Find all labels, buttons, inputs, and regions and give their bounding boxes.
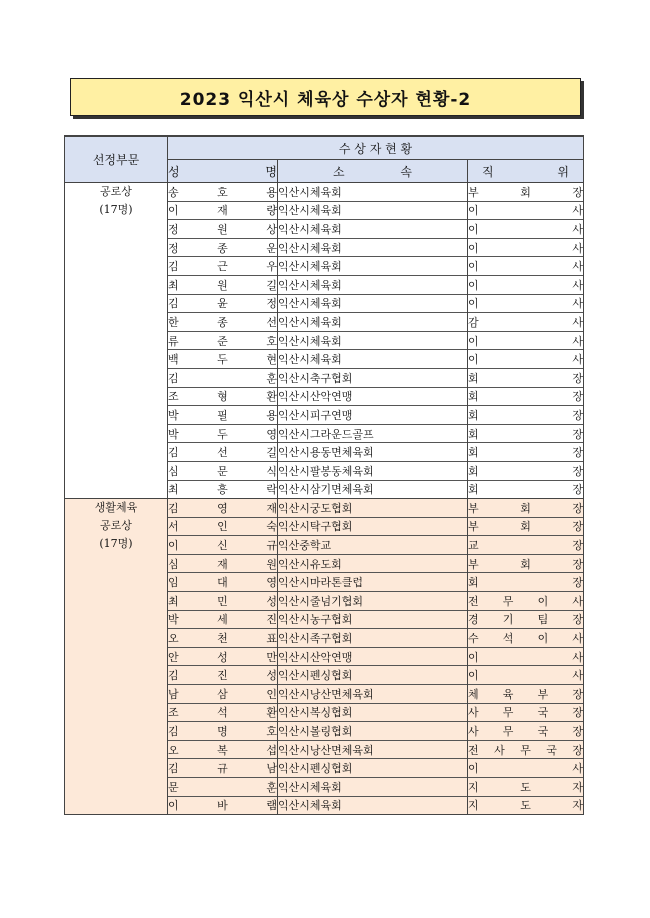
org-cell: 익산시체육회 bbox=[278, 275, 468, 294]
org-cell: 익산시그라운드골프 bbox=[278, 424, 468, 443]
awardee-position: 경 기 팀 장 bbox=[468, 613, 583, 627]
name-cell bbox=[168, 387, 278, 406]
name-cell bbox=[168, 406, 278, 425]
awardee-name: 이 신 규 bbox=[168, 539, 277, 553]
name-cell bbox=[168, 554, 278, 573]
awardee-position: 체 육 부 장 bbox=[468, 687, 583, 701]
header-category-label: 선정부문 bbox=[92, 153, 140, 167]
awardee-position: 부 회 장 bbox=[468, 501, 584, 515]
category-label: (17명) bbox=[99, 203, 133, 216]
awardee-position: 이 사 bbox=[468, 260, 584, 274]
awardee-position: 지 도 자 bbox=[468, 780, 584, 794]
awardee-position: 전 무 이 사 bbox=[468, 594, 583, 608]
org-cell: 익산시산악연맹 bbox=[278, 647, 468, 666]
awardee-name: 오 복 섭 bbox=[168, 743, 277, 757]
position-cell bbox=[468, 201, 584, 220]
position-cell bbox=[468, 238, 584, 257]
name-cell bbox=[168, 573, 278, 592]
org-cell: 익산시펜싱협회 bbox=[278, 666, 468, 685]
header-name-label: 성 명 bbox=[168, 164, 277, 179]
awardee-position: 회 장 bbox=[468, 483, 584, 497]
org-cell: 익산시마라톤클럽 bbox=[278, 573, 468, 592]
awardee-name: 김 진 성 bbox=[168, 669, 277, 683]
org-cell: 익산시축구협회 bbox=[278, 368, 468, 387]
awardee-name: 이 바 램 bbox=[168, 799, 277, 813]
position-cell bbox=[468, 331, 584, 350]
awardee-position: 회 장 bbox=[468, 371, 584, 385]
awardee-name: 최 민 성 bbox=[168, 594, 277, 608]
position-cell bbox=[468, 554, 584, 573]
position-cell bbox=[468, 722, 584, 741]
name-cell bbox=[168, 610, 278, 629]
org-cell: 익산시볼링협회 bbox=[278, 722, 468, 741]
name-cell bbox=[168, 294, 278, 313]
org-cell: 익산시체육회 bbox=[278, 778, 468, 797]
category-label: 생활체육 bbox=[94, 501, 138, 515]
name-cell bbox=[168, 647, 278, 666]
name-cell bbox=[168, 220, 278, 239]
org-cell: 익산시탁구협회 bbox=[278, 517, 468, 536]
awardee-name: 정 종 운 bbox=[168, 241, 277, 255]
awardee-name: 남 삼 인 bbox=[168, 687, 277, 701]
awardee-position: 이 사 bbox=[468, 241, 584, 255]
awardee-name: 김 선 길 bbox=[168, 446, 277, 460]
header-org bbox=[278, 160, 468, 183]
awardee-position: 감 사 bbox=[468, 315, 584, 329]
org-cell: 익산시농구협회 bbox=[278, 610, 468, 629]
table-body bbox=[65, 183, 584, 815]
awardee-position: 회 장 bbox=[468, 390, 584, 404]
name-cell bbox=[168, 275, 278, 294]
awardee-position: 전 사 무 국 장 bbox=[468, 743, 584, 757]
awardee-name: 김 영 재 bbox=[168, 501, 277, 515]
awardee-position: 사 무 국 장 bbox=[468, 706, 583, 720]
org-cell: 익산시궁도협회 bbox=[278, 499, 468, 518]
awardee-name: 심 문 식 bbox=[168, 464, 277, 478]
position-cell bbox=[468, 257, 584, 276]
org-cell: 익산시삼기면체육회 bbox=[278, 480, 468, 499]
awardee-position: 이 사 bbox=[468, 762, 584, 776]
position-cell bbox=[468, 294, 584, 313]
org-cell: 익산시체육회 bbox=[278, 257, 468, 276]
name-cell bbox=[168, 331, 278, 350]
awardee-position: 이 사 bbox=[468, 353, 584, 367]
awardee-position: 사 무 국 장 bbox=[468, 725, 583, 739]
table-row bbox=[65, 183, 584, 202]
awardee-position: 이 사 bbox=[468, 278, 584, 292]
position-cell bbox=[468, 778, 584, 797]
awardee-name: 김 규 남 bbox=[168, 762, 277, 776]
name-cell bbox=[168, 685, 278, 704]
category-cell bbox=[65, 499, 168, 815]
position-cell bbox=[468, 796, 584, 815]
name-cell bbox=[168, 480, 278, 499]
name-cell bbox=[168, 517, 278, 536]
position-cell bbox=[468, 350, 584, 369]
awardee-position: 수 석 이 사 bbox=[468, 632, 583, 646]
position-cell bbox=[468, 461, 584, 480]
position-cell bbox=[468, 443, 584, 462]
name-cell bbox=[168, 424, 278, 443]
awardee-position: 이 사 bbox=[468, 650, 584, 664]
awardee-name: 오 천 표 bbox=[168, 632, 277, 646]
position-cell bbox=[468, 573, 584, 592]
awardee-name: 박 두 영 bbox=[168, 427, 277, 441]
org-cell: 익산시낭산면체육회 bbox=[278, 685, 468, 704]
awardee-name: 김 윤 정 bbox=[168, 297, 277, 311]
awardee-name: 류 준 호 bbox=[168, 334, 277, 348]
org-cell: 익산시산악연맹 bbox=[278, 387, 468, 406]
awardee-name: 심 재 원 bbox=[168, 557, 277, 571]
category-label: 공로상 bbox=[100, 519, 132, 533]
position-cell bbox=[468, 629, 584, 648]
name-cell bbox=[168, 778, 278, 797]
category-label: 공로상 bbox=[100, 185, 132, 198]
org-cell: 익산시체육회 bbox=[278, 796, 468, 815]
page-title-text: 2023 익산시 체육상 수상자 현황-2 bbox=[179, 89, 472, 110]
position-cell bbox=[468, 220, 584, 239]
org-cell: 익산시체육회 bbox=[278, 183, 468, 202]
name-cell bbox=[168, 536, 278, 555]
org-cell: 익산시복싱협회 bbox=[278, 703, 468, 722]
org-cell: 익산시체육회 bbox=[278, 331, 468, 350]
position-cell bbox=[468, 703, 584, 722]
org-cell: 익산시체육회 bbox=[278, 294, 468, 313]
position-cell bbox=[468, 499, 584, 518]
awardee-name: 조 석 환 bbox=[168, 706, 277, 720]
category-label: (17명) bbox=[99, 537, 133, 551]
header-position bbox=[468, 160, 584, 183]
awardee-position: 회 장 bbox=[468, 408, 584, 422]
org-cell: 익산시낭산면체육회 bbox=[278, 740, 468, 759]
awardee-position: 회 장 bbox=[468, 576, 584, 590]
org-cell: 익산시용동면체육회 bbox=[278, 443, 468, 462]
awardee-position: 이 사 bbox=[468, 334, 584, 348]
name-cell bbox=[168, 368, 278, 387]
org-cell: 익산시체육회 bbox=[278, 350, 468, 369]
position-cell bbox=[468, 275, 584, 294]
org-cell: 익산시펜싱협회 bbox=[278, 759, 468, 778]
position-cell bbox=[468, 183, 584, 202]
name-cell bbox=[168, 350, 278, 369]
name-cell bbox=[168, 666, 278, 685]
awardee-position: 부 회 장 bbox=[468, 520, 584, 534]
position-cell bbox=[468, 685, 584, 704]
org-cell: 익산시족구협회 bbox=[278, 629, 468, 648]
name-cell bbox=[168, 759, 278, 778]
org-cell: 익산시팔봉동체육회 bbox=[278, 461, 468, 480]
awardee-position: 부 회 장 bbox=[468, 557, 584, 571]
page-title bbox=[70, 78, 581, 116]
awardee-name: 서 인 숙 bbox=[168, 520, 277, 534]
awardee-name: 정 원 상 bbox=[168, 222, 277, 236]
position-cell bbox=[468, 313, 584, 332]
header-org-label: 소 속 bbox=[333, 164, 412, 179]
awardee-name: 안 성 만 bbox=[168, 650, 277, 664]
header-name bbox=[168, 160, 278, 183]
awardee-position: 회 장 bbox=[468, 446, 584, 460]
name-cell bbox=[168, 592, 278, 611]
awardee-position: 교 장 bbox=[468, 539, 584, 553]
awardee-table bbox=[64, 135, 584, 815]
awardee-name: 조 형 환 bbox=[168, 390, 277, 404]
name-cell bbox=[168, 461, 278, 480]
position-cell bbox=[468, 536, 584, 555]
position-cell bbox=[468, 666, 584, 685]
awardee-name: 한 종 선 bbox=[168, 315, 277, 329]
header-position-label: 직 위 bbox=[482, 164, 570, 179]
awardee-position: 지 도 자 bbox=[468, 799, 584, 813]
awardee-position: 이 사 bbox=[468, 297, 584, 311]
position-cell bbox=[468, 480, 584, 499]
org-cell: 익산시유도회 bbox=[278, 554, 468, 573]
position-cell bbox=[468, 740, 584, 759]
awardee-name: 문 훈 bbox=[168, 780, 277, 794]
awardee-name: 김 훈 bbox=[168, 371, 277, 385]
awardee-name: 김 근 우 bbox=[168, 260, 277, 274]
org-cell: 익산시체육회 bbox=[278, 238, 468, 257]
awardee-name: 박 필 용 bbox=[168, 408, 277, 422]
position-cell bbox=[468, 368, 584, 387]
awardee-name: 박 세 진 bbox=[168, 613, 277, 627]
name-cell bbox=[168, 443, 278, 462]
awardee-position: 부 회 장 bbox=[468, 185, 584, 199]
header-category bbox=[65, 136, 168, 183]
name-cell bbox=[168, 740, 278, 759]
position-cell bbox=[468, 517, 584, 536]
name-cell bbox=[168, 257, 278, 276]
org-cell: 익산시피구연맹 bbox=[278, 406, 468, 425]
position-cell bbox=[468, 647, 584, 666]
name-cell bbox=[168, 201, 278, 220]
awardee-name: 이 재 량 bbox=[168, 204, 277, 218]
position-cell bbox=[468, 424, 584, 443]
position-cell bbox=[468, 759, 584, 778]
org-cell: 익산시줄넘기협회 bbox=[278, 592, 468, 611]
name-cell bbox=[168, 629, 278, 648]
awardee-position: 회 장 bbox=[468, 427, 584, 441]
org-cell: 익산시체육회 bbox=[278, 220, 468, 239]
name-cell bbox=[168, 722, 278, 741]
awardee-name: 김 명 호 bbox=[168, 725, 277, 739]
org-cell: 익산중학교 bbox=[278, 536, 468, 555]
awardee-position: 회 장 bbox=[468, 464, 584, 478]
org-cell: 익산시체육회 bbox=[278, 313, 468, 332]
position-cell bbox=[468, 592, 584, 611]
name-cell bbox=[168, 796, 278, 815]
name-cell bbox=[168, 703, 278, 722]
awardee-position: 이 사 bbox=[468, 222, 584, 236]
name-cell bbox=[168, 499, 278, 518]
awardee-name: 최 원 길 bbox=[168, 278, 277, 292]
position-cell bbox=[468, 406, 584, 425]
awardee-name: 송 호 용 bbox=[168, 185, 277, 199]
header-awardees bbox=[168, 136, 584, 160]
position-cell bbox=[468, 387, 584, 406]
header-awardees-label: 수 상 자 현 황 bbox=[338, 141, 413, 156]
org-cell: 익산시체육회 bbox=[278, 201, 468, 220]
category-cell bbox=[65, 183, 168, 499]
name-cell bbox=[168, 183, 278, 202]
name-cell bbox=[168, 238, 278, 257]
awardee-position: 이 사 bbox=[468, 669, 584, 683]
name-cell bbox=[168, 313, 278, 332]
awardee-name: 임 대 영 bbox=[168, 576, 277, 590]
awardee-name: 백 두 현 bbox=[168, 353, 277, 367]
position-cell bbox=[468, 610, 584, 629]
awardee-position: 이 사 bbox=[468, 204, 584, 218]
awardee-name: 최 흥 락 bbox=[168, 483, 277, 497]
table-row bbox=[65, 499, 584, 518]
